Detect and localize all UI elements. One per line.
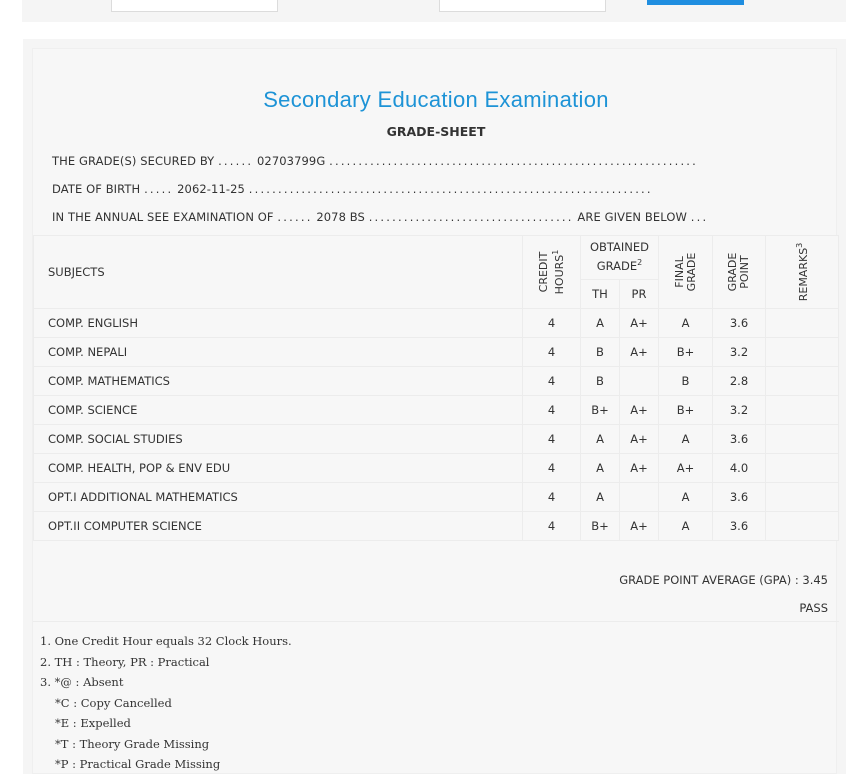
table-row <box>34 512 839 541</box>
pr-grade-cell: A+ <box>620 454 659 483</box>
subject-cell: COMP. ENGLISH <box>34 309 523 338</box>
pr-grade-cell: A+ <box>620 309 659 338</box>
gpa-summary: GRADE POINT AVERAGE (GPA) : 3.45 <box>619 573 828 587</box>
exam-year: 2078 BS <box>316 210 365 224</box>
header-grade-point: GRADE POINT <box>713 236 766 309</box>
credit-cell: 4 <box>523 425 581 454</box>
subject-cell: COMP. MATHEMATICS <box>34 367 523 396</box>
header-th: TH <box>581 279 620 308</box>
remarks-cell <box>766 483 839 512</box>
grade-point-cell: 3.6 <box>713 483 766 512</box>
th-grade-cell: A <box>581 425 620 454</box>
th-grade-cell: A <box>581 309 620 338</box>
subject-cell: COMP. HEALTH, POP & ENV EDU <box>34 454 523 483</box>
final-grade-cell: B+ <box>659 338 713 367</box>
header-subjects: SUBJECTS <box>34 236 523 309</box>
credit-cell: 4 <box>523 512 581 541</box>
table-row <box>34 396 839 425</box>
header-final-grade: FINAL GRADE <box>659 236 713 309</box>
subject-cell: COMP. NEPALI <box>34 338 523 367</box>
table-row <box>34 309 839 338</box>
th-grade-cell: B+ <box>581 396 620 425</box>
grade-point-cell: 4.0 <box>713 454 766 483</box>
grades-table <box>33 235 839 541</box>
symbol-number: 02703799G <box>256 154 326 168</box>
gradesheet-heading: GRADE-SHEET <box>386 124 486 139</box>
footnote: *P : Practical Grade Missing <box>55 757 221 771</box>
footnote: 1. One Credit Hour equals 32 Clock Hours. <box>40 634 292 648</box>
pr-grade-cell <box>620 483 659 512</box>
header-credit-hours: CREDIT HOURS$^1$ <box>523 236 581 309</box>
footnote: *C : Copy Cancelled <box>55 695 172 710</box>
final-grade-cell: B <box>659 367 713 396</box>
remarks-cell <box>766 454 839 483</box>
footnote: 3. *@ : Absent <box>40 675 124 689</box>
credit-cell: 4 <box>523 454 581 483</box>
pr-grade-cell: A+ <box>620 396 659 425</box>
remarks-cell <box>766 425 839 454</box>
table-row <box>34 454 839 483</box>
divider <box>33 621 839 622</box>
final-grade-cell: B+ <box>659 396 713 425</box>
credit-cell: 4 <box>523 338 581 367</box>
th-grade-cell: B <box>581 338 620 367</box>
gradesheet-card <box>23 39 846 774</box>
table-row <box>34 483 839 512</box>
remarks-cell <box>766 338 839 367</box>
subject-cell: OPT.I ADDITIONAL MATHEMATICS <box>34 483 523 512</box>
grade-point-cell: 2.8 <box>713 367 766 396</box>
grade-point-cell: 3.6 <box>713 309 766 338</box>
credit-cell: 4 <box>523 367 581 396</box>
final-grade-cell: A <box>659 309 713 338</box>
footnote: *T : Theory Grade Missing <box>55 736 210 751</box>
search-bar-area <box>22 0 846 22</box>
th-grade-cell: A <box>581 454 620 483</box>
final-grade-cell: A <box>659 483 713 512</box>
grade-point-cell: 3.6 <box>713 512 766 541</box>
final-grade-cell: A+ <box>659 454 713 483</box>
remarks-cell <box>766 396 839 425</box>
subject-cell: OPT.II COMPUTER SCIENCE <box>34 512 523 541</box>
date-of-birth-line: DATE OF BIRTH ..... 2062-11-25 ..................................................................... <box>52 182 653 196</box>
table-row <box>34 338 839 367</box>
submit-button[interactable] <box>647 0 744 5</box>
header-pr: PR <box>620 279 659 308</box>
remarks-cell <box>766 309 839 338</box>
exam-title: Secondary Education Examination <box>263 87 609 112</box>
subject-cell: COMP. SOCIAL STUDIES <box>34 425 523 454</box>
remarks-cell <box>766 512 839 541</box>
credit-cell: 4 <box>523 309 581 338</box>
pr-grade-cell: A+ <box>620 425 659 454</box>
footnote: 2. TH : Theory, PR : Practical <box>40 654 210 669</box>
subject-cell: COMP. SCIENCE <box>34 396 523 425</box>
pr-grade-cell: A+ <box>620 512 659 541</box>
final-grade-cell: A <box>659 425 713 454</box>
remarks-cell <box>766 367 839 396</box>
result-status: PASS <box>799 601 828 615</box>
symbol-number-input[interactable] <box>111 0 278 12</box>
exam-line: IN THE ANNUAL SEE EXAMINATION OF ...... 2078 BS ................................... ARE GIVEN BELOW ... <box>52 210 709 224</box>
footnotes <box>40 631 292 775</box>
grade-point-cell: 3.6 <box>713 425 766 454</box>
date-of-birth-input[interactable] <box>439 0 606 12</box>
gradesheet <box>32 48 837 774</box>
date-of-birth: 2062-11-25 <box>177 182 245 196</box>
final-grade-cell: A <box>659 512 713 541</box>
table-row <box>34 367 839 396</box>
secured-by-line: THE GRADE(S) SECURED BY ...... 02703799G ............................................................... <box>52 154 699 168</box>
pr-grade-cell: A+ <box>620 338 659 367</box>
footnote: *E : Expelled <box>55 716 131 730</box>
header-remarks: REMARKS$^3$ <box>766 236 839 309</box>
table-row <box>34 425 839 454</box>
credit-cell: 4 <box>523 483 581 512</box>
th-grade-cell: B <box>581 367 620 396</box>
pr-grade-cell <box>620 367 659 396</box>
grade-point-cell: 3.2 <box>713 396 766 425</box>
th-grade-cell: B+ <box>581 512 620 541</box>
grade-point-cell: 3.2 <box>713 338 766 367</box>
th-grade-cell: A <box>581 483 620 512</box>
credit-cell: 4 <box>523 396 581 425</box>
header-obtained-grade: OBTAINED GRADE$^2$ <box>581 236 659 280</box>
